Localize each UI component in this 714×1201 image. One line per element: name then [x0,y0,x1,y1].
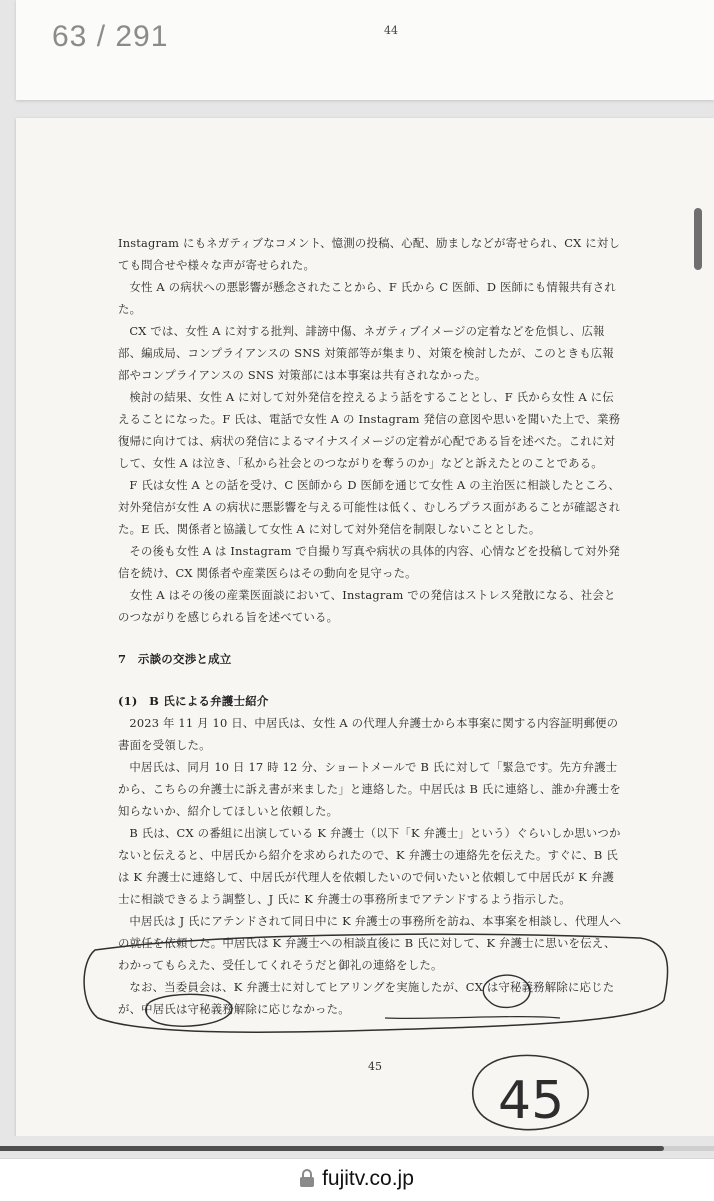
progress-fill [0,1146,664,1151]
paragraph: 女性 A の病状への悪影響が懸念されたことから、F 氏から C 医師、D 医師にも情報共有された。 [118,280,616,316]
browser-address-bar[interactable] [0,1158,714,1201]
paragraph: その後も女性 A は Instagram で自撮り写真や病状の具体的内容、心情などを投稿して対外発信を続け、CX 関係者や産業医らはその動向を見守った。 [118,544,620,580]
section-heading: 7 示談の交渉と成立 [118,652,232,666]
page-counter: 63 / 291 [52,20,169,53]
previous-page-bottom [16,0,714,100]
subsection-heading: (1) B 氏による弁護士紹介 [118,694,269,708]
scrollbar-thumb[interactable] [694,208,702,270]
paragraph: 女性 A はその後の産業医面談において、Instagram での発信はストレス発散になる、社会とのつながりを感じられる旨を述べている。 [118,588,616,624]
paragraph: CX では、女性 A に対する批判、誹謗中傷、ネガティブイメージの定着などを危惧し、広報部、編成局、コンプライアンスの SNS 対策部等が集まり、対策を検討したが、このときも広報部やコンプライアンスの SNS 対策部には本事案は共有されなかった。 [118,324,614,382]
paragraph: Instagram にもネガティブなコメント、憶測の投稿、心配、励ましなどが寄せられ、CX に対しても問合せや様々な声が寄せられた。 [118,236,621,272]
pdf-page[interactable] [16,118,714,1136]
lock-icon [300,1169,314,1187]
url-display[interactable] [0,1167,714,1191]
url-text[interactable]: fujitv.co.jp [322,1167,414,1190]
page-number: 45 [368,1060,382,1073]
paragraph: B 氏は、CX の番組に出演している K 弁護士（以下「K 弁護士」という）ぐらいしか思いつかないと伝えると、中居氏から紹介を求められたので、K 弁護士の連絡先を伝えた。すぐに、B 氏は K 弁護士に連絡して、中居氏が代理人を依頼したいので伺いたいと依頼して中居氏が K 弁護士に相談できるよう調整し、J 氏に K 弁護士の事務所までアテンドするよう指示した。 [118,826,621,906]
paragraph: なお、当委員会は、K 弁護士に対してヒアリングを実施したが、CX は守秘義務解除に応じたが、中居氏は守秘義務解除に応じなかった。 [118,980,615,1016]
document-body [118,232,623,1020]
page-load-progress [0,1146,714,1151]
paragraph: 中居氏は、同月 10 日 17 時 12 分、ショートメールで B 氏に対して「緊急です。先方弁護士から、こちらの弁護士に訴え書が来ました」と連絡した。中居氏は B 氏に連絡し、誰か弁護士を知らないか、紹介してほしいと依頼した。 [118,760,622,818]
paragraph: 2023 年 11 月 10 日、中居氏は、女性 A の代理人弁護士から本事案に関する内容証明郵便の書面を受領した。 [118,716,619,752]
paragraph: F 氏は女性 A との話を受け、C 医師から D 医師を通じて女性 A の主治医に相談したところ、対外発信が女性 A の病状に悪影響を与える可能性は低く、むしろプラス面があることが確認された。E 氏、関係者と協議して女性 A に対して対外発信を制限しないこととした。 [118,478,621,536]
handwritten-page-number: 45 [498,1071,565,1131]
previous-page-number: 44 [384,24,398,37]
paragraph: 検討の結果、女性 A に対して対外発信を控えるよう話をすることとし、F 氏から女性 A に伝えることになった。F 氏は、電話で女性 A の Instagram 発信の意図や思いを聞いた上で、業務復帰に向けては、病状の発信によるマイナスイメージの定着が心配である旨を述べた。これに対して、女性 A は泣き、「私から社会とのつながりを奪うのか」などと訴えたとのことである。 [118,390,621,470]
paragraph: 中居氏は J 氏にアテンドされて同日中に K 弁護士の事務所を訪ね、本事案を相談し、代理人への就任を依頼した。中居氏は K 弁護士への相談直後に B 氏に対して、K 弁護士に思いを伝え、わかってもらえた、受任してくれそうだと御礼の連絡をした。 [118,914,622,972]
